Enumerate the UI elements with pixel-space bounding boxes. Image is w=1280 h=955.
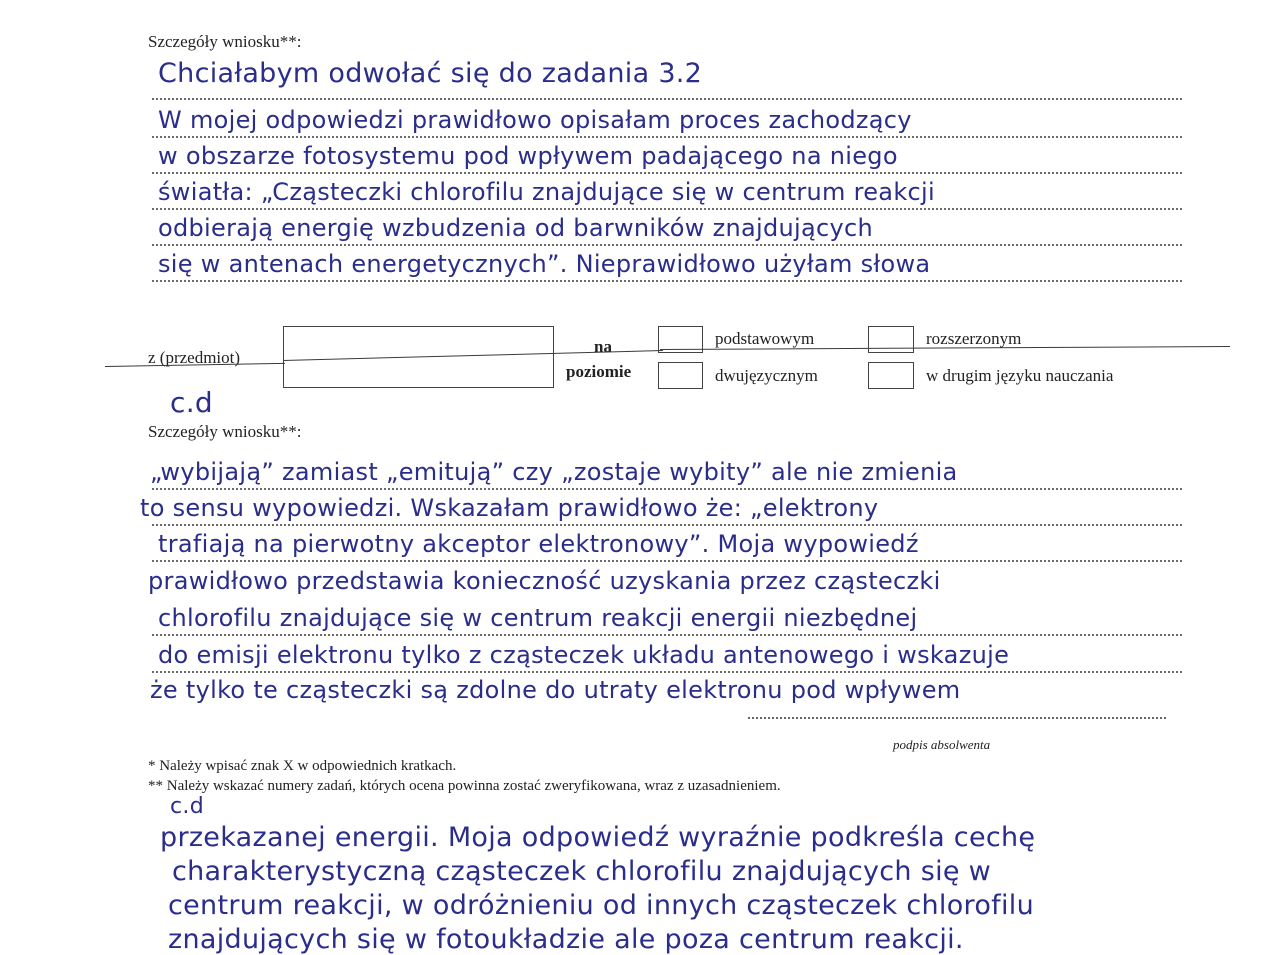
option-label-dwujezycznym: dwujęzycznym [715,366,818,385]
handwritten-line: do emisji elektronu tylko z cząsteczek układu antenowego i wskazuje [158,641,1010,669]
subject-label: z (przedmiot) [148,348,241,367]
handwritten-line: centrum reakcji, w odróżnieniu od innych cząsteczek chlorofilu [168,890,1035,921]
handwritten-line: prawidłowo przedstawia konieczność uzyskania przez cząsteczki [148,567,941,595]
handwritten-line: się w antenach energetycznych”. Nieprawidłowo użyłam słowa [158,250,931,278]
option-label-podstawowym: podstawowym [715,329,815,348]
handwritten-line: odbierają energię wzbudzenia od barwników znajdujących [158,214,873,242]
level-label-na: na [594,337,612,356]
signature-label: podpis absolwenta [893,737,991,752]
handwritten-line: chlorofilu znajdujące się w centrum reakcji energii niezbędnej [158,604,918,632]
option-label-rozszerzonym: rozszerzonym [926,329,1022,348]
continuation-note-2: c.d [170,794,204,819]
footnote-2: ** Należy wskazać numery zadań, których ocena powinna zostać zweryfikowana, wraz z uzasadnieniem. [148,778,781,794]
option-label-drugi-jezyk: w drugim języku nauczania [926,366,1114,385]
handwritten-line: to sensu wypowiedzi. Wskazałam prawidłowo że: „elektrony [140,494,879,522]
handwritten-line: W mojej odpowiedzi prawidłowo opisałam proces zachodzący [158,106,912,134]
handwritten-line: „wybijają” zamiast „emitują” czy „zostaje wybity” ale nie zmienia [150,458,958,486]
level-label-poziomie: poziomie [566,362,632,381]
handwritten-line: przekazanej energii. Moja odpowiedź wyraźnie podkreśla cechę [160,822,1036,853]
handwritten-line: że tylko te cząsteczki są zdolne do utraty elektronu pod wpływem [150,676,961,704]
handwritten-line: Chciałabym odwołać się do zadania 3.2 [158,58,703,89]
handwritten-line: trafiają na pierwotny akceptor elektronowy”. Moja wypowiedź [158,530,919,558]
section1-heading: Szczegóły wniosku**: [148,32,302,51]
checkbox-dwujezycznym[interactable] [658,362,703,389]
handwritten-line: światła: „Cząsteczki chlorofilu znajdujące się w centrum reakcji [158,178,935,206]
section2-heading: Szczegóły wniosku**: [148,422,302,441]
signature-line [748,717,1166,719]
checkbox-drugi-jezyk[interactable] [868,362,914,389]
footnote-1: * Należy wpisać znak X w odpowiednich kratkach. [148,758,457,774]
handwritten-line: charakterystyczną cząsteczek chlorofilu znajdujących się w [172,856,992,887]
checkbox-rozszerzonym[interactable] [868,326,914,353]
handwritten-line: w obszarze fotosystemu pod wpływem padającego na niego [158,142,898,170]
continuation-note: c.d [170,386,213,419]
handwritten-line: znajdujących się w fotoukładzie ale poza centrum reakcji. [168,924,964,955]
